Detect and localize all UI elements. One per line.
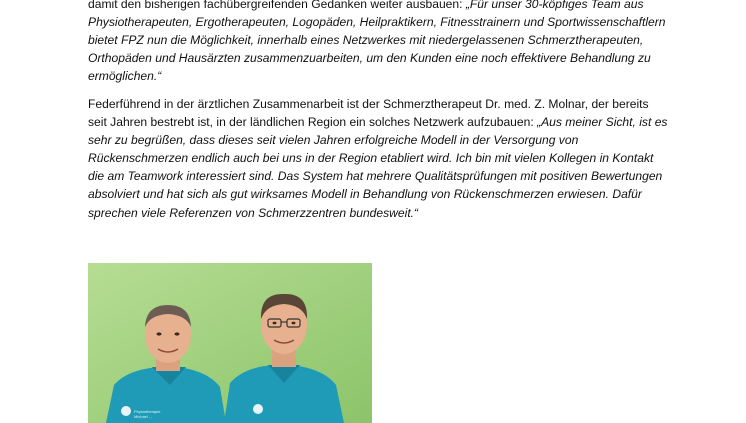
paragraph-doctor	[88, 95, 668, 222]
shirt-print-left: Physiotherapie	[134, 409, 161, 414]
paragraph-team-text: damit den bisherigen fachübergreifenden Gedanken weiter ausbauen:	[88, 0, 466, 11]
paragraph-team	[88, 0, 668, 85]
paragraph-team-quote: „Für unser 30-köpfiges Team aus Physiotherapeuten, Ergotherapeuten, Logopäden, Heilpraktikern, Fitnesstrainern und Sportwissenschaftlern bietet FPZ nun die Möglichkeit, innerhalb eines Netzwerkes mit niedergelassenen Schmerztherapeuten, Orthopäden und Hausärzten zusammenzuarbeiten, um den Kunden eine noch effektivere Behandlung zu ermöglichen.“	[88, 0, 666, 84]
paragraph-doctor-quote: „Aus meiner Sicht, ist es sehr zu begrüßen, dass dieses seit vielen Jahren erfolgreiche Modell in der Versorgung von Rückenschmerzen endlich auch bei uns in der Region etabliert wird. Ich bin mit vielen Kollegen in Kontakt die am Teamwork interessiert sind. Das System hat mehrere Qualitätsprüfungen mit positiven Bewertungen absolviert und hat sich als gut wirksames Modell in Behandlung von Rückenschmerzen erwiesen. Dafür sprechen viele Referenzen von Schmerzzentren bundesweit.“	[88, 115, 668, 220]
team-photo	[88, 263, 372, 423]
team-photo-illustration	[88, 263, 372, 423]
paragraph-doctor-text: Federführend in der ärztlichen Zusammenarbeit ist der Schmerztherapeut Dr. med. Z. Molnar, der bereits seit Jahren bestrebt ist, in der ländlichen Region ein solches Netzwerk aufzubauen:	[88, 97, 649, 130]
shirt-print-left-name: Michael ...	[134, 414, 153, 419]
